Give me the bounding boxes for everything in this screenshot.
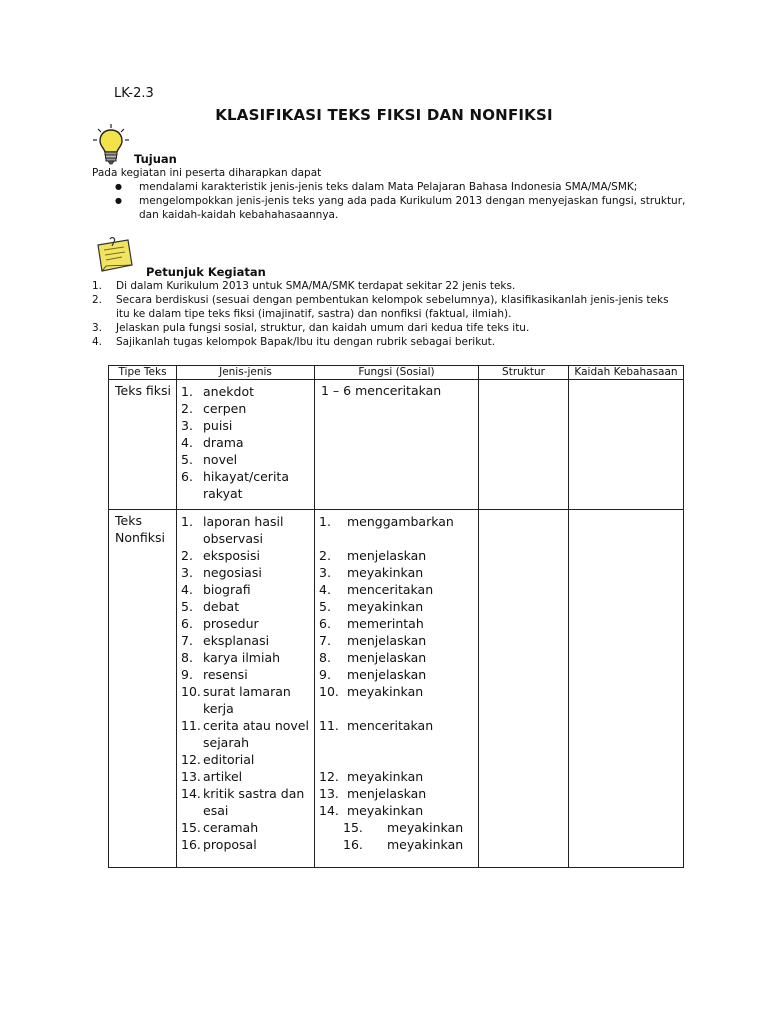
cell-kaidah-fiksi	[569, 380, 684, 510]
item-text: meyakinkan	[387, 837, 464, 852]
item-text: menjelaskan	[347, 633, 427, 648]
header-jenis-jenis: Jenis-jenis	[177, 366, 315, 380]
list-item	[181, 819, 314, 836]
list-item	[181, 751, 314, 768]
item-number: 4.	[181, 582, 193, 597]
item-text: meyakinkan	[387, 820, 464, 835]
list-item	[92, 321, 682, 335]
item-text: karya ilmiah	[203, 650, 281, 665]
cell-struktur-nonfiksi	[479, 510, 569, 868]
list-item	[181, 400, 314, 417]
item-number: 1.	[319, 514, 331, 529]
item-number: 12.	[319, 769, 339, 784]
list-item	[319, 581, 478, 598]
item-number: 2.	[181, 401, 193, 416]
header-fungsi-sosial: Fungsi (Sosial)	[315, 366, 479, 380]
item-text: menjelaskan	[347, 786, 427, 801]
item-text: kritik sastra dan esai	[203, 786, 305, 818]
list-item	[319, 683, 478, 700]
item-text: meyakinkan	[347, 684, 424, 699]
sticky-note-icon	[92, 237, 134, 275]
petunjuk-step-list	[92, 279, 682, 349]
item-number: 11.	[319, 718, 339, 733]
list-item	[181, 581, 314, 598]
item-text: puisi	[203, 418, 233, 433]
item-number: 6.	[181, 616, 193, 631]
item-text: laporan hasil observasi	[203, 514, 284, 546]
item-number: 13.	[181, 769, 201, 784]
item-number: 8.	[319, 650, 331, 665]
document-code: LK-2.3	[114, 86, 154, 101]
list-item	[181, 513, 314, 547]
cell-struktur-fiksi	[479, 380, 569, 510]
list-item	[319, 598, 478, 615]
step-number: 3.	[92, 322, 103, 334]
cell-tipe-nonfiksi	[109, 510, 177, 868]
item-text: meyakinkan	[347, 769, 424, 784]
list-item	[319, 666, 478, 683]
list-item	[319, 819, 478, 836]
list-item	[319, 547, 478, 564]
item-text: editorial	[203, 752, 255, 767]
list-item	[181, 836, 314, 853]
item-number: 10.	[319, 684, 339, 699]
step-text: Jelaskan pula fungsi sosial, struktur, dan kaidah umum dari kedua tife teks itu.	[116, 322, 530, 334]
classification-table	[108, 365, 684, 868]
list-item	[319, 615, 478, 632]
fungsi-list	[315, 510, 478, 853]
list-item	[181, 683, 314, 717]
item-number: 14.	[181, 786, 201, 801]
item-number: 4.	[319, 582, 331, 597]
item-number: 8.	[181, 650, 193, 665]
item-number: 7.	[181, 633, 193, 648]
spacer	[319, 751, 478, 768]
item-number: 12.	[181, 752, 201, 767]
item-text: drama	[203, 435, 244, 450]
item-number: 10.	[181, 684, 201, 699]
item-text: menggambarkan	[347, 514, 454, 529]
list-item	[181, 383, 314, 400]
step-number: 4.	[92, 336, 103, 348]
item-number: 13.	[319, 786, 339, 801]
item-number: 2.	[181, 548, 193, 563]
header-tipe-teks: Tipe Teks	[109, 366, 177, 380]
item-text: cerpen	[203, 401, 247, 416]
list-item	[92, 279, 682, 293]
item-text: meyakinkan	[347, 565, 424, 580]
item-number: 9.	[319, 667, 331, 682]
list-item	[181, 564, 314, 581]
spacer	[319, 530, 478, 547]
list-item	[319, 836, 478, 853]
item-text: menceritakan	[347, 718, 434, 733]
list-item	[319, 632, 478, 649]
item-text: memerintah	[347, 616, 424, 631]
item-text: cerita atau novel sejarah	[203, 718, 309, 750]
list-item	[181, 598, 314, 615]
item-number: 15.	[181, 820, 201, 835]
list-item	[181, 632, 314, 649]
list-item	[92, 335, 682, 349]
tipe-label: Teks fiksi	[115, 383, 172, 398]
item-text: debat	[203, 599, 240, 614]
cell-tipe-fiksi	[109, 380, 177, 510]
item-text: resensi	[203, 667, 248, 682]
item-number: 9.	[181, 667, 193, 682]
list-item: ● mengelompokkan jenis-jenis teks yang ada pada Kurikulum 2013 dengan menyejaskan fungsi, struktur, dan kaidah-kaidah kebahahasaannya.	[112, 194, 692, 222]
item-text: hikayat/cerita rakyat	[203, 469, 289, 501]
item-text: artikel	[203, 769, 243, 784]
tujuan-intro: Pada kegiatan ini peserta diharapkan dapat	[92, 167, 322, 179]
item-number: 6.	[319, 616, 331, 631]
item-text: novel	[203, 452, 238, 467]
jenis-list	[177, 380, 314, 502]
list-item	[92, 293, 682, 321]
list-item	[181, 434, 314, 451]
list-item	[319, 564, 478, 581]
list-item	[181, 468, 314, 502]
list-item	[319, 802, 478, 819]
list-item	[181, 717, 314, 751]
item-text: menjelaskan	[347, 650, 427, 665]
list-item	[181, 417, 314, 434]
item-number: 5.	[181, 452, 193, 467]
tujuan-heading: Tujuan	[134, 152, 177, 166]
item-text: menjelaskan	[347, 548, 427, 563]
tujuan-bullet-list	[112, 180, 692, 222]
item-number: 2.	[319, 548, 331, 563]
item-text: biografi	[203, 582, 251, 597]
header-kaidah-kebahasaan: Kaidah Kebahasaan	[569, 366, 684, 380]
item-number: 11.	[181, 718, 201, 733]
item-number: 1.	[181, 384, 193, 399]
item-text: prosedur	[203, 616, 259, 631]
list-item	[181, 785, 314, 819]
list-item	[319, 649, 478, 666]
item-text: proposal	[203, 837, 257, 852]
table-row-nonfiksi	[109, 510, 684, 868]
list-item	[181, 615, 314, 632]
list-item	[181, 451, 314, 468]
item-text: surat lamaran kerja	[203, 684, 291, 716]
header-struktur: Struktur	[479, 366, 569, 380]
item-text: eksposisi	[203, 548, 260, 563]
item-number: 3.	[181, 418, 193, 433]
spacer	[319, 734, 478, 751]
cell-fungsi-nonfiksi	[315, 510, 479, 868]
item-text: meyakinkan	[347, 599, 424, 614]
page-title: KLASIFIKASI TEKS FIKSI DAN NONFIKSI	[215, 106, 553, 124]
item-number: 5.	[181, 599, 193, 614]
list-item	[319, 785, 478, 802]
table-header-row	[109, 366, 684, 380]
list-item: ● mendalami karakteristik jenis-jenis teks dalam Mata Pelajaran Bahasa Indonesia SMA/MA/SMK;	[112, 180, 692, 194]
cell-jenis-nonfiksi	[177, 510, 315, 868]
item-number: 16.	[181, 837, 201, 852]
petunjuk-heading: Petunjuk Kegiatan	[146, 265, 266, 279]
item-number: 3.	[181, 565, 193, 580]
step-text: Secara berdiskusi (sesuai dengan pembentukan kelompok sebelumnya), klasifikasikanlah jenis-jenis teks itu ke dalam tipe teks fiksi (imajinatif, sastra) dan nonfiksi (faktual, ilmiah).	[116, 294, 669, 320]
list-item	[319, 768, 478, 785]
fungsi-text: 1 – 6 menceritakan	[321, 383, 442, 398]
list-item	[319, 513, 478, 530]
item-number: 16.	[343, 837, 363, 852]
item-text: menceritakan	[347, 582, 434, 597]
item-number: 7.	[319, 633, 331, 648]
list-item	[181, 666, 314, 683]
item-number: 15.	[343, 820, 363, 835]
item-text: eksplanasi	[203, 633, 270, 648]
item-number: 14.	[319, 803, 339, 818]
list-item	[181, 768, 314, 785]
step-number: 2.	[92, 294, 103, 306]
item-text: ceramah	[203, 820, 259, 835]
list-item	[181, 547, 314, 564]
tipe-label: Teks Nonfiksi	[115, 513, 166, 545]
cell-jenis-fiksi	[177, 380, 315, 510]
item-number: 1.	[181, 514, 193, 529]
item-text: menjelaskan	[347, 667, 427, 682]
table-row-fiksi	[109, 380, 684, 510]
item-text: meyakinkan	[347, 803, 424, 818]
item-text: negosiasi	[203, 565, 262, 580]
step-number: 1.	[92, 280, 103, 292]
list-item	[181, 649, 314, 666]
list-item	[319, 717, 478, 734]
item-number: 4.	[181, 435, 193, 450]
step-text: Sajikanlah tugas kelompok Bapak/Ibu itu dengan rubrik sebagai berikut.	[116, 336, 496, 348]
item-text: anekdot	[203, 384, 254, 399]
item-number: 5.	[319, 599, 331, 614]
cell-fungsi-fiksi	[315, 380, 479, 510]
lightbulb-icon	[92, 123, 130, 165]
jenis-list	[177, 510, 314, 853]
spacer	[319, 700, 478, 717]
item-number: 3.	[319, 565, 331, 580]
cell-kaidah-nonfiksi	[569, 510, 684, 868]
step-text: Di dalam Kurikulum 2013 untuk SMA/MA/SMK terdapat sekitar 22 jenis teks.	[116, 280, 516, 292]
item-number: 6.	[181, 469, 193, 484]
